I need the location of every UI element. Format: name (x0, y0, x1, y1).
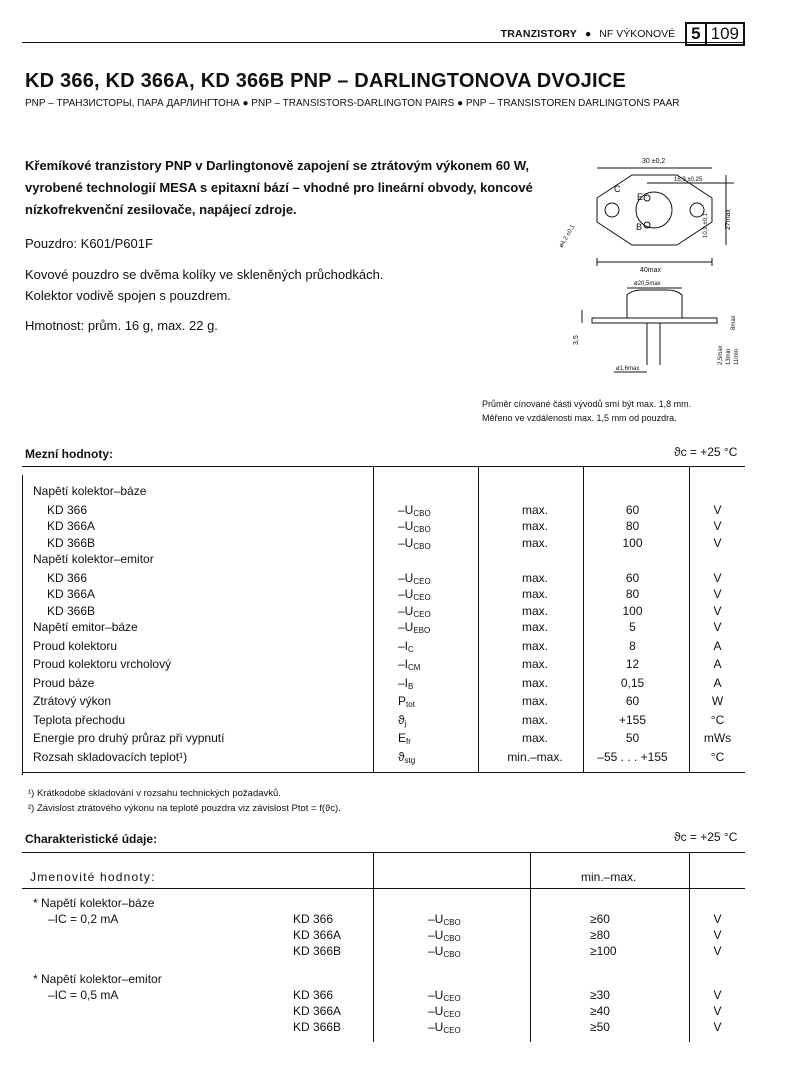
limit-value: –55 . . . +155 (597, 749, 668, 764)
symbol-letter: –U (398, 620, 414, 634)
limit-name: Rozsah skladovacích teplot¹) (33, 749, 188, 764)
limit-value: 50 (625, 731, 640, 745)
limit-symbol (398, 571, 431, 586)
flange-side (592, 318, 717, 323)
limit-value: 8 (629, 638, 636, 653)
limit-unit: °C (710, 749, 725, 764)
footnote-2: ²) Závislost ztrátového výkonu na teplotě pouzdra viz závislost Ptot = f(ϑc). (28, 803, 341, 814)
label-c: C (614, 184, 621, 194)
symbol-letter: –U (398, 519, 414, 533)
package-drawing (552, 150, 747, 390)
limit-unit: V (713, 535, 722, 550)
limit-unit: A (713, 657, 722, 671)
limit-symbol (398, 604, 431, 619)
char-type: KD 366 (293, 988, 334, 1002)
limit-type: max. (521, 638, 548, 653)
limit-name: KD 366A (47, 587, 96, 601)
label-e: E (637, 192, 644, 202)
limit-name: Napětí kolektor–báze (33, 484, 147, 498)
symbol-letter: –I (398, 638, 409, 653)
limit-type: max. (521, 519, 548, 533)
char-param-name: * Napětí kolektor–emitor (33, 972, 162, 986)
section-label: TRANZISTORY (500, 28, 577, 40)
limit-type: max. (521, 502, 548, 517)
char-type: KD 366B (293, 944, 342, 958)
symbol-subscript: CBO (443, 918, 461, 927)
symbol-subscript: CBO (413, 508, 431, 518)
drawing-note-2: Měřeno ve vzdálenosti max. 1,5 mm od pouzdra. (482, 413, 677, 423)
mounting-hole-right (690, 203, 704, 217)
symbol-letter: –I (398, 675, 409, 690)
char-header-rule (22, 888, 745, 889)
page-subtitle: PNP – ТРАНЗИСТОРЫ, ПАРА ДАРЛИНГТОНА ● PNP – TRANSISTORS-DARLINGTON PAIRS ● PNP – TRANSISTOREN DARLINGTONS PAAR (25, 98, 680, 109)
symbol-subscript: CBO (413, 525, 431, 534)
symbol-letter: ϑ (398, 712, 405, 727)
limit-symbol (398, 519, 431, 534)
limit-value: 100 (622, 603, 643, 618)
bullet-icon: ● (584, 28, 592, 40)
limit-name: Ztrátový výkon (33, 694, 112, 708)
symbol-letter: –U (398, 502, 414, 517)
char-top-rule (22, 852, 745, 853)
char-unit: V (713, 944, 722, 958)
limit-symbol (398, 657, 420, 672)
char-symbol (428, 912, 461, 927)
limit-type: max. (521, 587, 548, 601)
limit-name: KD 366 (47, 502, 88, 517)
char-unit: V (713, 928, 722, 942)
char-symbol (428, 988, 461, 1003)
limit-unit: V (713, 502, 722, 517)
symbol-letter: –U (428, 912, 444, 926)
symbol-letter: –U (398, 603, 414, 618)
symbol-subscript: B (408, 681, 414, 691)
symbol-subscript: CEO (443, 994, 461, 1003)
symbol-subscript: CBO (443, 934, 461, 943)
limit-value: 12 (625, 657, 640, 671)
char-value: ≥60 (590, 912, 610, 926)
limit-symbol (398, 676, 413, 691)
limit-value: 60 (625, 570, 640, 585)
char-divider-2 (530, 852, 531, 1042)
dim-1-6: ø1,6max (616, 366, 640, 372)
label-b: B (636, 222, 643, 232)
limit-symbol (398, 587, 431, 602)
page-number: 109 (710, 24, 739, 43)
limit-value: 60 (625, 694, 640, 708)
char-unit: V (713, 912, 722, 926)
symbol-subscript: stg (404, 755, 416, 765)
char-symbol (428, 1020, 461, 1035)
char-type: KD 366 (293, 912, 334, 926)
drawing-note (482, 397, 691, 425)
limit-type: max. (521, 570, 548, 585)
dim-27: 27max (725, 208, 732, 230)
limits-divider-1 (373, 466, 374, 772)
limit-unit: V (713, 603, 722, 618)
char-value: ≥80 (590, 928, 610, 942)
package-line: Pouzdro: K601/P601F (25, 236, 153, 251)
description-line-1: Kovové pouzdro se dvěma kolíky ve skleněných průchodkách. (25, 267, 384, 282)
limit-unit: V (713, 519, 722, 533)
nominal-values-label: Jmenovité hodnoty: (30, 870, 156, 884)
symbol-letter: –U (398, 587, 414, 601)
limit-name: Proud báze (33, 675, 95, 690)
limit-type: max. (521, 731, 548, 745)
limit-type: max. (521, 603, 548, 618)
limit-type: max. (521, 694, 548, 708)
limit-value: 5 (629, 620, 636, 634)
limit-value: 60 (625, 502, 640, 517)
char-unit: V (713, 988, 722, 1002)
mounting-hole-left (605, 203, 619, 217)
limit-name: KD 366 (47, 570, 88, 585)
char-type: KD 366A (293, 928, 342, 942)
symbol-subscript: j (404, 718, 407, 728)
limit-unit: W (711, 694, 724, 708)
symbol-letter: –U (428, 988, 444, 1002)
limits-divider-2 (478, 466, 479, 772)
limit-value: +155 (618, 712, 647, 727)
limit-value: 0,15 (620, 675, 645, 690)
dim-2-5: 2,5max (718, 345, 724, 365)
limit-unit: V (713, 570, 722, 585)
limit-unit: V (713, 587, 722, 601)
char-value: ≥40 (590, 1004, 610, 1018)
limit-symbol (398, 694, 415, 709)
limit-symbol (398, 639, 414, 654)
limit-value: 80 (625, 587, 640, 601)
symbol-letter: P (398, 694, 407, 708)
emitter-pin (644, 195, 650, 201)
dim-10-9: 10,9 ±0,1 (703, 213, 709, 238)
limit-type: max. (521, 675, 548, 690)
char-unit: V (713, 1020, 722, 1034)
limit-name: KD 366B (47, 603, 96, 618)
limit-name: Proud kolektoru (33, 638, 118, 653)
char-divider-3 (689, 852, 690, 1042)
limit-unit: °C (710, 712, 725, 727)
symbol-letter: –U (428, 928, 444, 942)
symbol-letter: –U (428, 944, 444, 958)
characteristics-temperature: ϑc = +25 °C (674, 830, 738, 844)
dim-40: 40max (640, 267, 662, 274)
limit-value: 100 (622, 535, 643, 550)
characteristics-heading: Charakteristické údaje: (25, 832, 158, 846)
limit-name: Teplota přechodu (33, 712, 126, 727)
symbol-letter: –U (398, 570, 414, 585)
subsection-label: NF VÝKONOVÉ (599, 28, 676, 40)
symbol-subscript: fr (406, 737, 411, 746)
limit-type: max. (521, 620, 548, 634)
symbol-subscript: CBO (413, 541, 431, 551)
limits-temperature: ϑc = +25 °C (674, 445, 738, 459)
limit-symbol (398, 503, 431, 518)
limits-divider-4 (689, 466, 690, 772)
dim-30: 30 ±0,2 (642, 158, 666, 165)
limit-name: Napětí kolektor–emitor (33, 552, 154, 566)
char-value: ≥100 (590, 944, 617, 958)
symbol-letter: E (398, 731, 407, 745)
dim-16-9: 16,9 ±0,25 (674, 177, 703, 183)
char-condition: –IC = 0,5 mA (48, 988, 119, 1002)
can-side (627, 290, 682, 318)
symbol-subscript: tot (406, 700, 415, 709)
symbol-subscript: EBO (413, 626, 431, 635)
page-title: KD 366, KD 366A, KD 366B PNP – DARLINGTONOVA DVOJICE (25, 70, 626, 92)
char-type: KD 366A (293, 1004, 342, 1018)
char-symbol (428, 944, 461, 959)
symbol-subscript: CBO (443, 950, 461, 959)
limit-name: KD 366B (47, 535, 96, 550)
char-type: KD 366B (293, 1020, 342, 1034)
dim-hole: ø4,2 ±0,1 (558, 224, 577, 249)
dim-20-5: ø20,5max (634, 281, 661, 287)
char-unit: V (713, 1004, 722, 1018)
limits-border-left (22, 475, 23, 775)
symbol-letter: ϑ (398, 749, 405, 764)
limit-symbol (398, 536, 431, 551)
description-line-2: Kolektor vodivě spojen s pouzdrem. (25, 288, 231, 303)
dim-11: 11min (734, 349, 740, 365)
limit-type: max. (521, 535, 548, 550)
limit-unit: A (713, 675, 722, 690)
limit-symbol (398, 620, 430, 635)
minmax-header: min.–max. (581, 870, 637, 884)
limit-unit: V (713, 620, 722, 634)
limits-divider-3 (583, 466, 584, 772)
symbol-letter: –U (428, 1004, 444, 1018)
limit-type: max. (521, 657, 548, 671)
limit-type: min.–max. (507, 749, 563, 764)
char-symbol (428, 928, 461, 943)
symbol-subscript: CEO (413, 576, 431, 586)
intro-text: Křemíkové tranzistory PNP v Darlingtonově zapojení se ztrátovým výkonem 60 W, vyrobené technologií MESA s epitaxní bází – vhodné pro lineární obvody, koncové nízkofrekvenční zesilovače, napájecí zdroje. (25, 158, 533, 217)
symbol-subscript: CM (408, 663, 421, 672)
symbol-letter: –U (428, 1020, 444, 1034)
char-value: ≥30 (590, 988, 610, 1002)
limit-symbol (398, 750, 415, 765)
symbol-letter: –U (398, 535, 414, 550)
symbol-subscript: C (408, 644, 414, 654)
weight-line: Hmotnost: prům. 16 g, max. 22 g. (25, 318, 218, 333)
limit-symbol (398, 713, 406, 728)
limit-name: Energie pro druhý průraz při vypnutí (33, 731, 225, 745)
dim-13: 13min (726, 348, 732, 365)
limit-type: max. (521, 712, 548, 727)
char-divider-1 (373, 852, 374, 1042)
limit-name: KD 366A (47, 519, 96, 533)
limit-value: 80 (625, 519, 640, 533)
char-param-name: * Napětí kolektor–báze (33, 896, 155, 910)
char-symbol (428, 1004, 461, 1019)
limit-unit: A (713, 638, 722, 653)
dim-3-5: 3,5 (573, 335, 580, 345)
limit-symbol (398, 731, 411, 746)
symbol-subscript: CEO (413, 609, 431, 619)
limits-top-rule (22, 466, 745, 467)
limit-name: Proud kolektoru vrcholový (33, 657, 172, 671)
limit-name: Napětí emitor–báze (33, 620, 138, 634)
limits-heading: Mezní hodnoty: (25, 447, 113, 461)
char-value: ≥50 (590, 1020, 610, 1034)
symbol-subscript: CEO (443, 1026, 461, 1035)
drawing-note-1: Průměr cínované části vývodů smí být max. 1,8 mm. (482, 399, 692, 409)
symbol-subscript: CEO (443, 1010, 461, 1019)
symbol-subscript: CEO (413, 593, 431, 602)
chapter-number: 5 (687, 24, 706, 44)
header-rule (22, 42, 745, 43)
symbol-letter: –I (398, 657, 409, 671)
footnote-1: ¹) Krátkodobé skladování v rozsahu technických požadavků. (28, 788, 281, 799)
char-condition: –IC = 0,2 mA (48, 912, 119, 926)
limits-bottom-rule (22, 772, 745, 773)
limit-unit: mWs (703, 731, 732, 745)
dim-8: 8max (731, 315, 737, 330)
